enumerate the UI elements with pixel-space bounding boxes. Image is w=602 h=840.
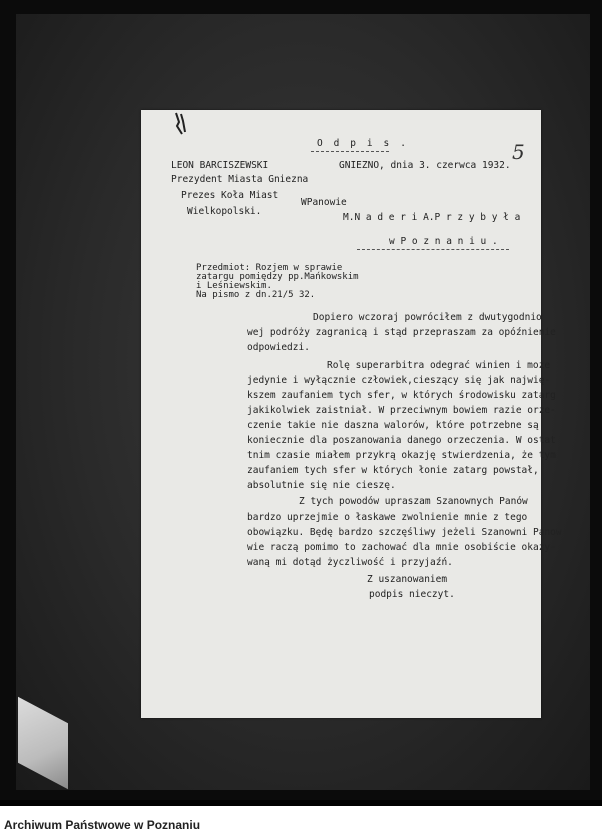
body-line: absolutnie się nie cieszę. (247, 480, 396, 491)
body-line: obowiązku. Będę bardzo szczęśliwy jeżeli Szanowni Panow (247, 527, 562, 538)
signature-note: podpis nieczyt. (369, 589, 455, 600)
body-line: Rolę superarbitra odegrać winien i może (327, 360, 551, 371)
sender-line: Wielkopolski. (187, 206, 262, 217)
addressee-names: M.N a d e r i A.P r z y b y ł a (343, 212, 521, 223)
addressee-underline (357, 249, 509, 250)
closing: Z uszanowaniem (367, 574, 448, 585)
body-line: Z tych powodów upraszam Szanownych Panów (299, 496, 528, 507)
archive-footer (0, 806, 602, 840)
body-line: wej podróży zagranicą i stąd przepraszam za opóźnienie (247, 327, 556, 338)
body-line: czenie takie nie daszna walorów, które potrzebne są (247, 420, 539, 431)
subject-line: Na pismo z dn.21/5 32. (196, 290, 316, 300)
document-heading: O d p i s . (317, 138, 409, 149)
subject-line: zatargu pomiędzy pp.Mańkowskim (196, 272, 359, 282)
body-line: wie raczą pomimo to zachować dla mnie osobiście okazy- (247, 542, 556, 553)
body-line: waną mi dotąd życzliwość i przyjaźń. (247, 557, 453, 568)
page-number: 5 (512, 140, 525, 164)
body-line: bardzo uprzejmie o łaskawe zwolnienie mnie z tego (247, 512, 528, 523)
tear-mark-icon (173, 112, 189, 138)
sender-line: Prezes Koła Miast (181, 190, 279, 201)
document-page (141, 110, 562, 718)
addressee-salutation: WPanowie (301, 197, 347, 208)
heading-underline (311, 151, 389, 152)
archive-name: Archiwum Państwowe w Poznaniu (4, 818, 201, 832)
addressee-city: w P o z n a n i u . (389, 236, 498, 247)
place-date: GNIEZNO, dnia 3. czerwca 1932. (339, 160, 511, 171)
subject-line: Przedmiot: Rozjem w sprawie (196, 263, 343, 273)
subject-line: i Leśniewskim. (196, 281, 272, 291)
body-line: jakikolwiek zaistniał. W przeciwnym bowiem razie orze- (247, 405, 556, 416)
body-line: tnim czasie miałem przykrą okazję stwierdzenia, że tym (247, 450, 556, 461)
sender-name: LEON BARCISZEWSKI (171, 160, 269, 171)
body-line: zaufaniem tych sfer w których łonie zatarg powstał, (247, 465, 539, 476)
body-line: koniecznie dla poszanowania danego orzeczenia. W ostat (247, 435, 556, 446)
body-line: Dopiero wczoraj powróciłem z dwutygodnio (313, 312, 542, 323)
body-line: odpowiedzi. (247, 342, 310, 353)
body-line: jedynie i wyłącznie człowiek,cieszący się jak najwię- (247, 375, 551, 386)
sender-line: Prezydent Miasta Gniezna (171, 174, 309, 185)
body-line: kszem zaufaniem tych sfer, w których środowisku zatarg (247, 390, 556, 401)
